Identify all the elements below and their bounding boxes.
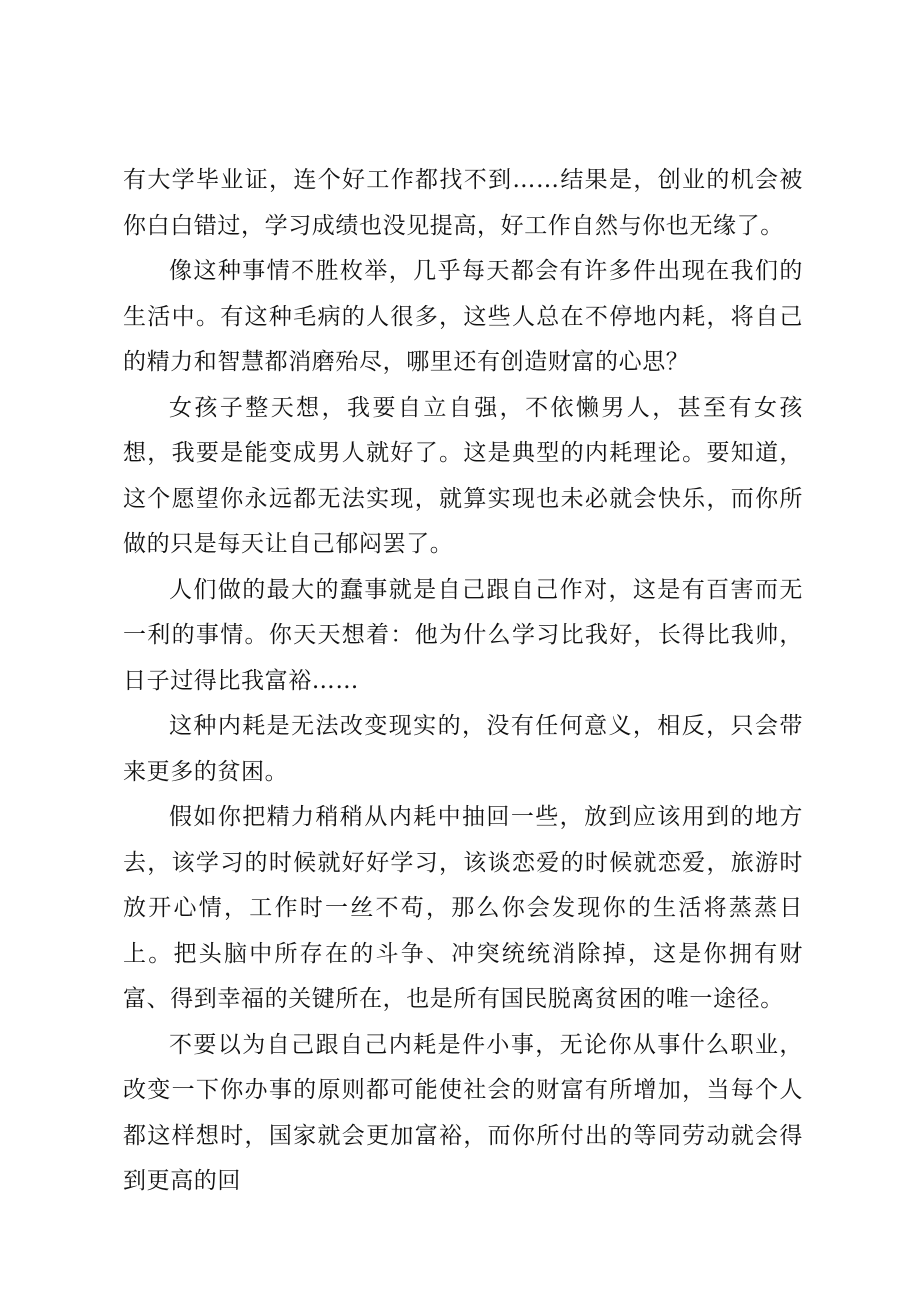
document-body: [123, 158, 803, 1205]
paragraph: 像这种事情不胜枚举，几乎每天都会有许多件出现在我们的生活中。有这种毛病的人很多，这些人总在不停地内耗，将自己的精力和智慧都消磨殆尽，哪里还有创造财富的心思？: [123, 258, 803, 375]
paragraph: 女孩子整天想，我要自立自强，不依懒男人，甚至有女孩想，我要是能变成男人就好了。这是典型的内耗理论。要知道，这个愿望你永远都无法实现，就算实现也未必就会快乐，而你所做的只是每天让自己郁闷罢了。: [123, 394, 803, 557]
paragraph: 人们做的最大的蠢事就是自己跟自己作对，这是有百害而无一利的事情。你天天想着：他为什么学习比我好，长得比我帅，日子过得比我富裕……: [123, 576, 803, 694]
paragraph: 不要以为自己跟自己内耗是件小事，无论你从事什么职业，改变一下你办事的原则都可能使社会的财富有所增加，当每个人都这样想时，国家就会更加富裕，而你所付出的等同劳动就会得到更高的回: [123, 1031, 803, 1194]
paragraph-continued: 有大学毕业证，连个好工作都找不到……结果是，创业的机会被你白白错过，学习成绩也没见提高，好工作自然与你也无缘了。: [123, 167, 803, 239]
paragraph: 这种内耗是无法改变现实的，没有任何意义，相反，只会带来更多的贫困。: [123, 713, 803, 785]
paragraph: 假如你把精力稍稍从内耗中抽回一些，放到应该用到的地方去，该学习的时候就好好学习，该谈恋爱的时候就恋爱，旅游时放开心情，工作时一丝不苟，那么你会发现你的生活将蒸蒸日上。把头脑中所存在的斗争、冲突统统消除掉，这是你拥有财富、得到幸福的关键所在，也是所有国民脱离贫困的唯一途径。: [123, 804, 803, 1012]
